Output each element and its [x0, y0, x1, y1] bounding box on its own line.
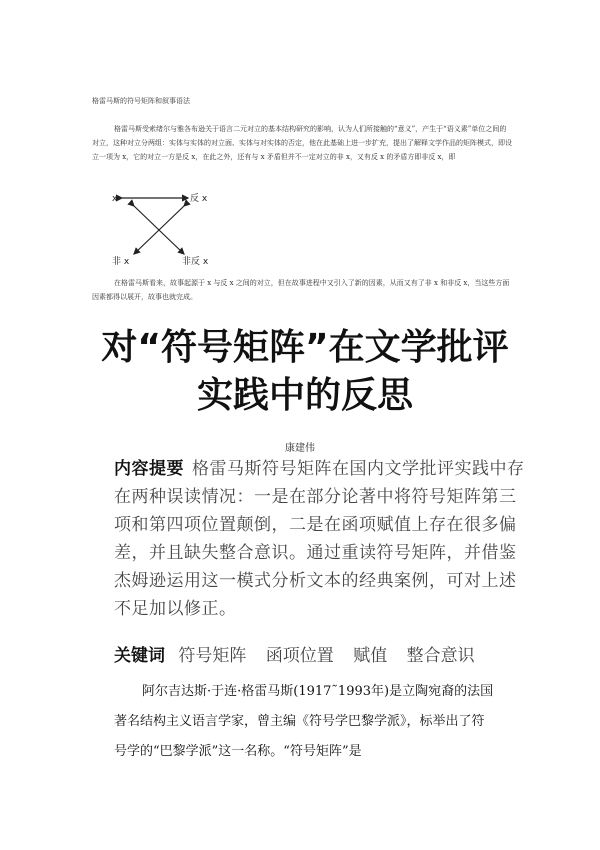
intro-paragraph: 格雷马斯受索绪尔与雅各布逊关于语言二元对立的基本结构研究的影响，认为人们所接触的“意义”，产生于“语义素”单位之间的对立，这种对立分两组：实体与实体的对立面、实体与对实体的否定，他在此基础上进一步扩充，提出了解释文学作品的矩阵模式，即设立一项为 x，它的对立一方是反 x，在此之外，还有与 x 矛盾但并不一定对立的非 x，又有反 x 的矛盾方即非反 x，即 — [92, 125, 512, 161]
keyword: 符号矩阵 — [178, 646, 247, 666]
body-text: 阿尔吉达斯·于连·格雷马斯(1917˜1993年)是立陶宛裔的法国著名结构主义语言学家，曾主编《符号学巴黎学派》，标举出了符号学的“巴黎学派”这一名称。“符号矩阵”是 — [114, 684, 494, 759]
article-title: 对“符号矩阵”在文学批评实践中的反思 — [101, 327, 509, 416]
running-header: 格雷马斯的符号矩阵和叙事语法 — [92, 97, 190, 105]
keywords-label: 关键词 — [114, 646, 165, 666]
body-paragraph — [114, 677, 494, 767]
keyword: 函项位置 — [265, 646, 334, 666]
keyword: 整合意识 — [406, 646, 475, 666]
keyword: 赋值 — [353, 646, 388, 666]
abstract-label: 内容提要 — [114, 459, 184, 479]
abstract-block — [114, 455, 532, 623]
label-x: x — [112, 194, 118, 204]
label-non-anti-x: 非反 x — [182, 257, 209, 267]
semiotic-square-diagram — [110, 188, 220, 270]
label-anti-x: 反 x — [190, 194, 208, 204]
abstract-text: 格雷马斯符号矩阵在国内文学批评实践中存在两种误读情况：一是在部分论著中将符号矩阵第三项和第四项位置颠倒，二是在函项赋值上存在很多偏差，并且缺失整合意识。通过重读符号矩阵，并借鉴杰姆逊运用这一模式分析文本的经典案例，可对上述不足加以修正。 — [114, 459, 525, 619]
intro-section — [92, 122, 512, 164]
keywords-block — [114, 642, 532, 670]
author-name: 康建伟 — [285, 443, 315, 454]
follow-section — [92, 276, 512, 304]
follow-paragraph: 在格雷马斯看来，故事起源于 x 与反 x 之间的对立，但在故事进程中又引入了新的因素，从而又有了非 x 和非反 x，当这些方面因素都得以展开，故事也就完成。 — [92, 279, 510, 301]
label-non-x: 非 x — [112, 257, 130, 267]
